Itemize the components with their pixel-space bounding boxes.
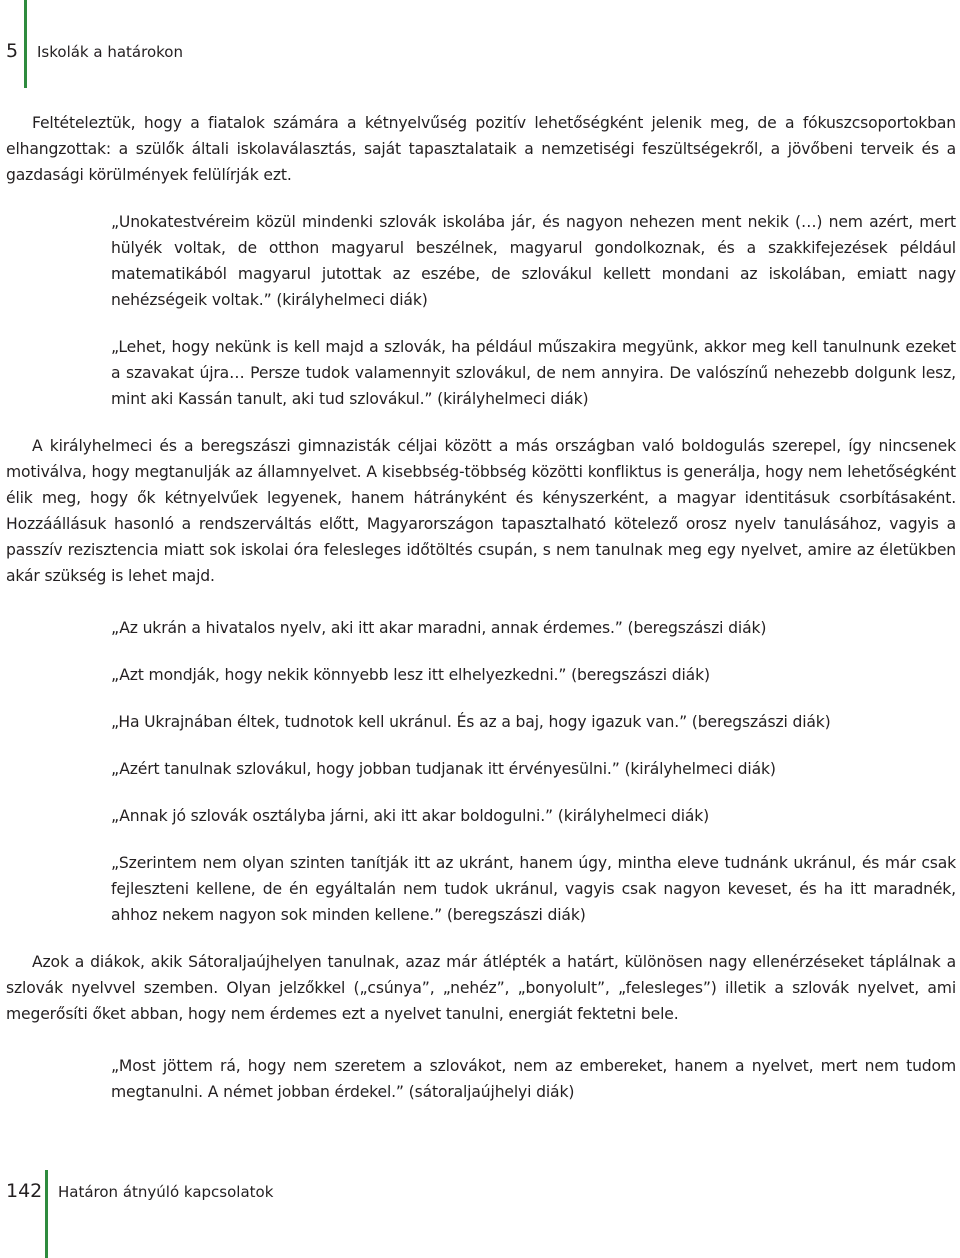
quote-boldogulni: „Annak jó szlovák osztályba járni, aki itt akar boldogulni.” (királyhelmeci diák) [111, 807, 710, 825]
paragraph-gimnazistak: A királyhelmeci és a beregszászi gimnazisták céljai között a más országban való boldogulás szerepel, így nincsenek motiválva, hogy megtanulják az államnyelvet. A kisebbség-többség közötti konfliktus is generálja, hogy nem lehetőségként élik meg, hogy ők kétnyelvűek legyenek, hanem hátrányként és kényszerként, a magyar identitásuk csorbításaként. Hozzáállásuk hasonló a rendszerváltás előtt, Magyarországon tapasztalható kötelező orosz nyelv tanulásához, vagyis a passzív rezisztencia miatt sok iskolai óra felesleges időtöltés csupán, s nem tanulnak meg egy nyelvet, amire az életükben akár szükség is lehet majd. [6, 437, 956, 585]
quote-lehet-hogy: „Lehet, hogy nekünk is kell majd a szlovák, ha például műszakira megyünk, akkor meg kell tanulnunk ezeket a szavakat újra… Persze tudok valamennyit szlovákul, de nem annyira. De valószínű nehezebb dolgunk lesz, mint aki Kassán tanult, aki tud szlovákul.” (királyhelmeci diák) [111, 338, 956, 408]
quote-most-jottem: „Most jöttem rá, hogy nem szeretem a szlovákot, nem az embereket, hanem a nyelvet, mert nem tudom megtanulni. A német jobban érdekel.” (sátoraljaújhelyi diák) [111, 1057, 956, 1101]
quote-ukrajnaban: „Ha Ukrajnában éltek, tudnotok kell ukránul. És az a baj, hogy igazuk van.” (beregszászi diák) [111, 713, 831, 731]
footer-publication-title: Határon átnyúló kapcsolatok [58, 1183, 274, 1201]
footer-rule [45, 1170, 48, 1258]
footer-page-number: 142 [6, 1180, 43, 1202]
page-body [6, 110, 956, 1105]
header-section-title: Iskolák a határokon [37, 43, 183, 61]
quote-ukran-hivatalos: „Az ukrán a hivatalos nyelv, aki itt akar maradni, annak érdemes.” (beregszászi diák) [111, 619, 767, 637]
quote-ervenyesulni: „Azért tanulnak szlovákul, hogy jobban tudjanak itt érvényesülni.” (királyhelmeci diák) [111, 760, 776, 778]
quote-konnyebb: „Azt mondják, hogy nekik könnyebb lesz itt elhelyezkedni.” (beregszászi diák) [111, 666, 710, 684]
paragraph-intro: Feltételeztük, hogy a fiatalok számára a kétnyelvűség pozitív lehetőségként jelenik meg, de a fókuszcsoportokban elhangzottak: a szülők általi iskolaválasztás, saját tapasztalataik a nemzetiségi feszültségekről, a jövőbeni terveik és a gazdasági körülmények felülírják ezt. [6, 114, 956, 184]
header-rule [24, 0, 27, 88]
header-page-number: 5 [6, 40, 19, 62]
paragraph-satoraljaujhely: Azok a diákok, akik Sátoraljaújhelyen tanulnak, azaz már átlépték a határt, különösen nagy ellenérzéseket táplálnak a szlovák nyelvvel szemben. Olyan jelzőkkel („csúnya”, „nehéz”, „bonyolult”, „felesleges”) illetik a szlovák nyelvet, ami megerősíti őket abban, hogy nem érdemes ezt a nyelvet tanulni, energiát fektetni bele. [6, 953, 956, 1023]
quote-szerintem: „Szerintem nem olyan szinten tanítják itt az ukránt, hanem úgy, mintha eleve tudnánk ukránul, és már csak fejleszteni kellene, de én egyáltalán nem tudok ukránul, vagyis csak nagyon keveset, és ha itt maradnék, ahhoz nekem nagyon sok minden kellene.” (beregszászi diák) [111, 854, 956, 924]
quote-unokatestvereim: „Unokatestvéreim közül mindenki szlovák iskolába jár, és nagyon nehezen ment nekik (…) nem azért, mert hülyék voltak, de otthon magyarul beszélnek, magyarul gondolkoznak, és a szakkifejezések például matematikából magyarul jutottak az eszébe, de szlovákul kellett mondani az iskolában, emiatt nagy nehézségeik voltak.” (királyhelmeci diák) [111, 213, 956, 309]
